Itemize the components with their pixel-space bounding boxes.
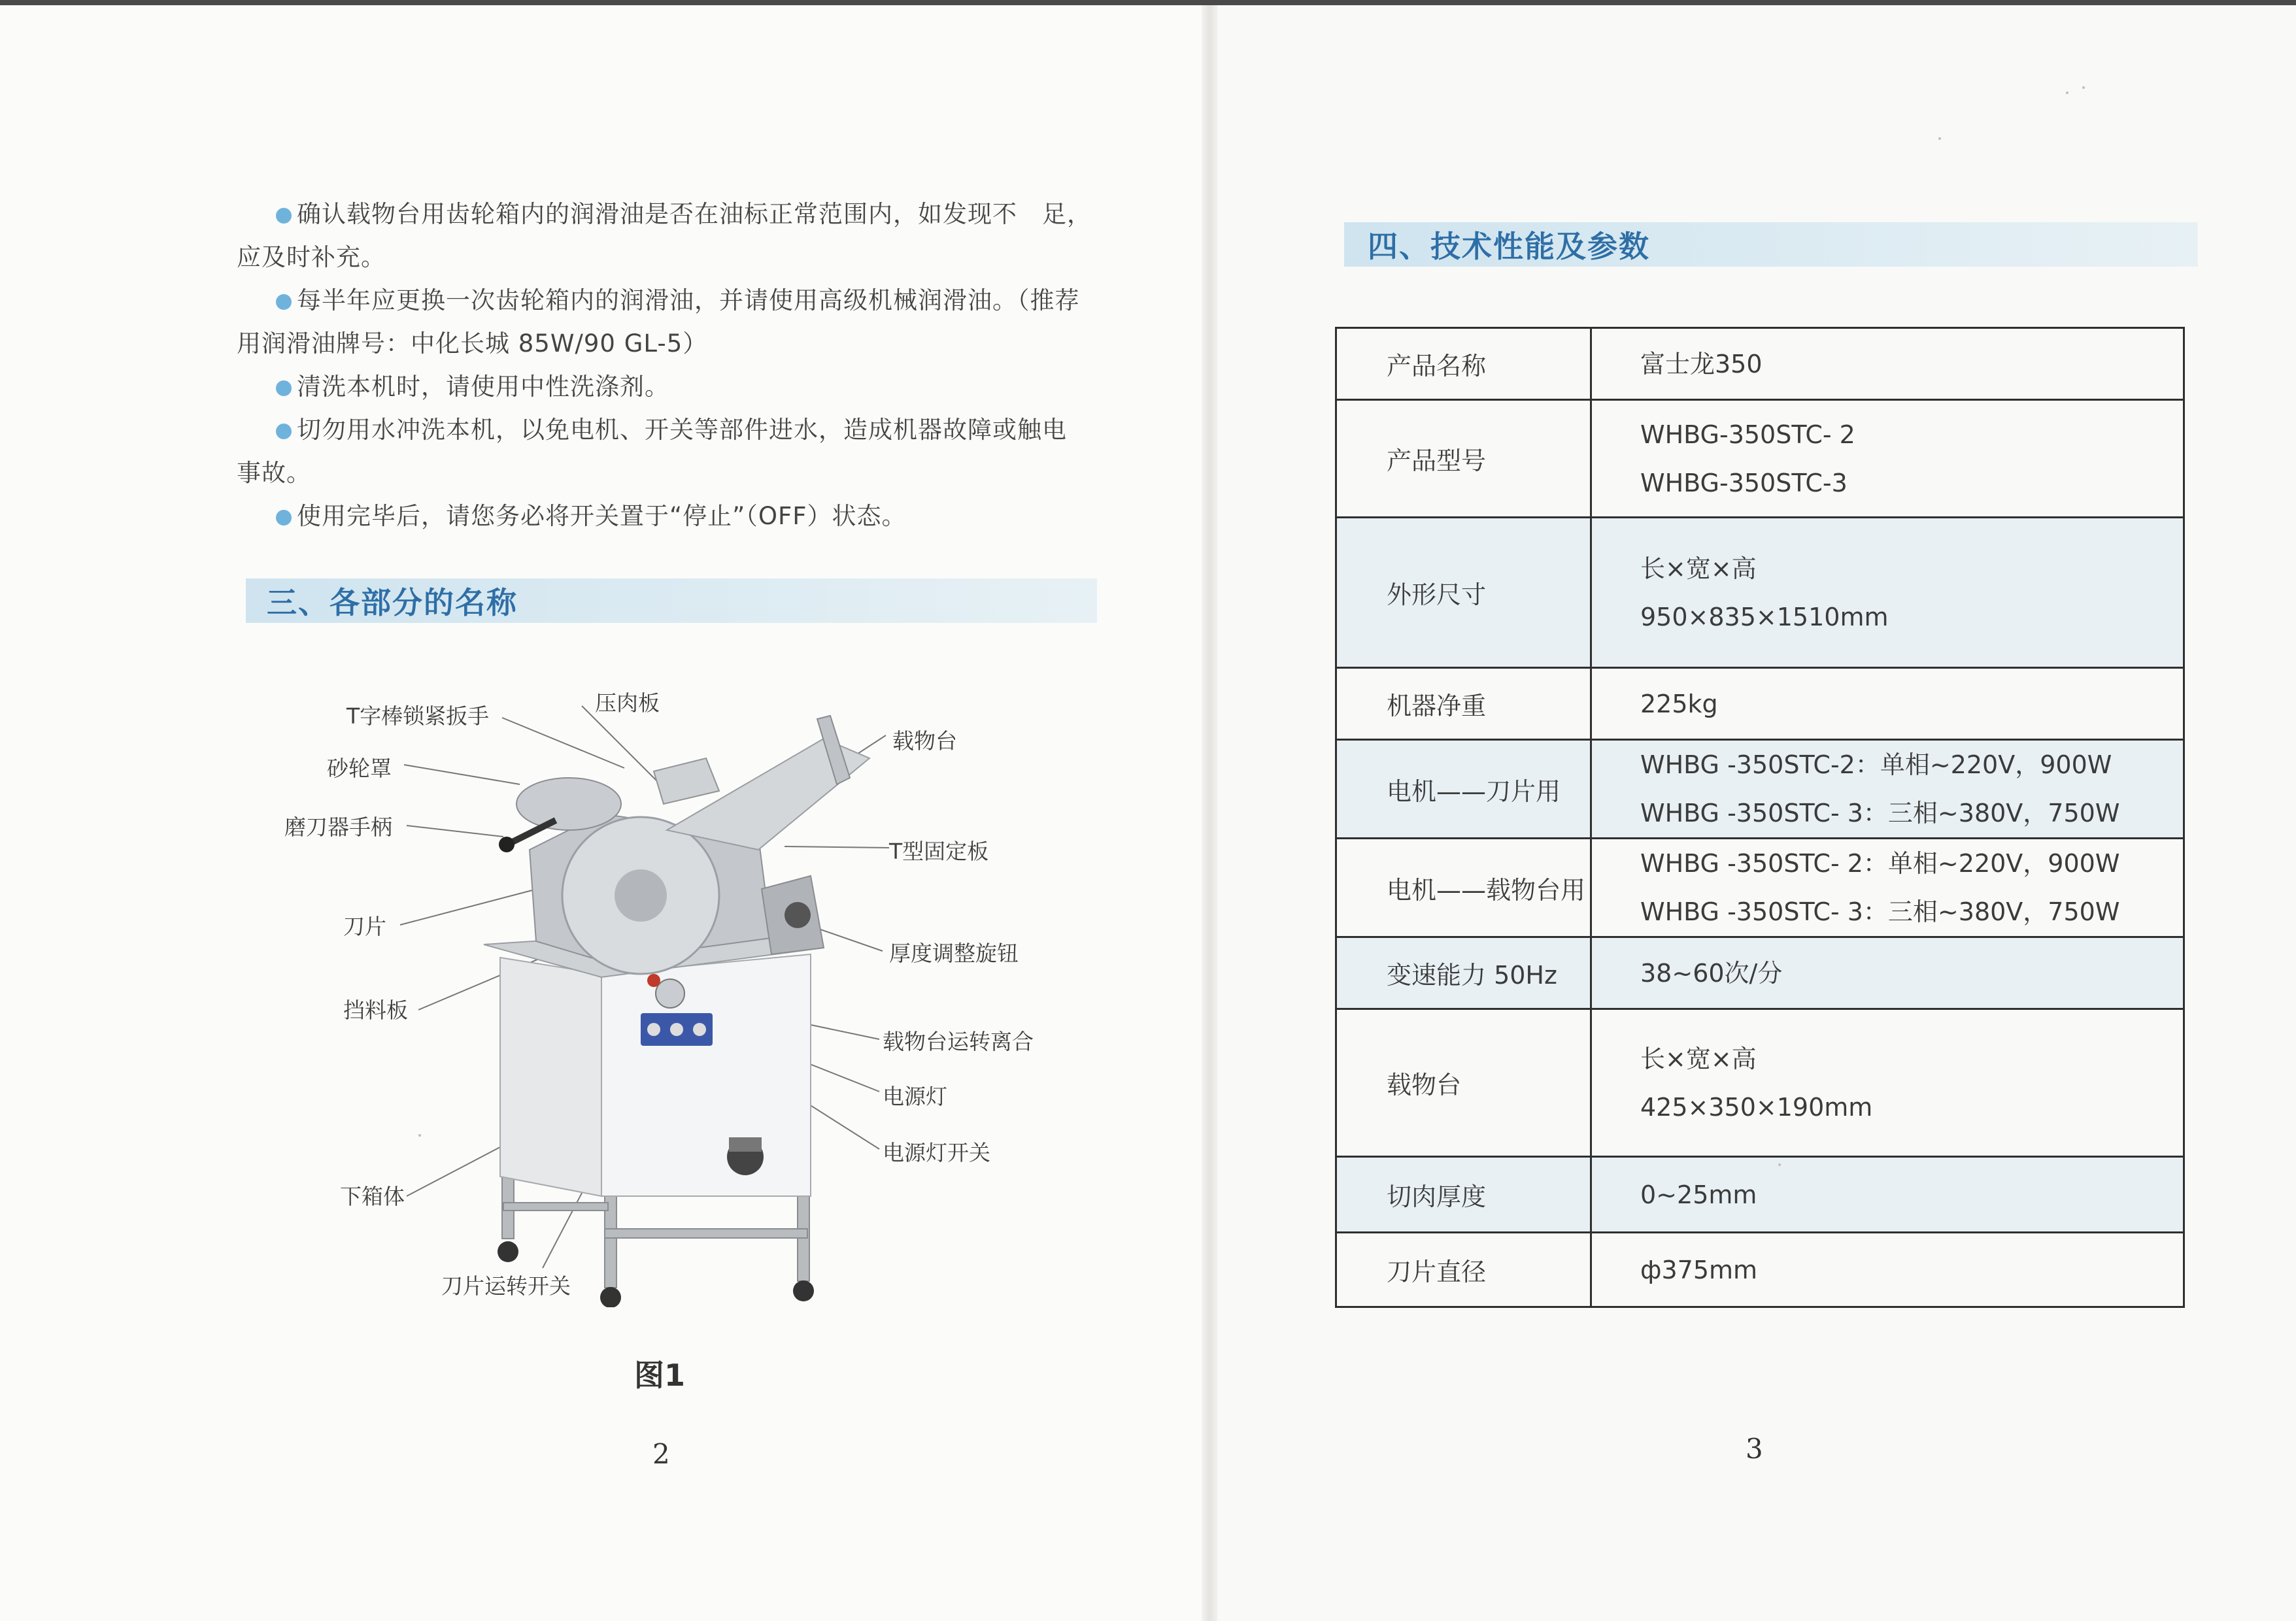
page-number-left: 2: [652, 1438, 670, 1470]
scan-speck: [1938, 137, 1941, 140]
label-t-handle: T字棒锁紧扳手: [346, 703, 490, 729]
label-power-switch: 电源灯开关: [883, 1140, 990, 1165]
spec-value: 225kg: [1591, 668, 2184, 740]
spec-table: [1335, 327, 2185, 1308]
bullet-1: 确认载物台用齿轮箱内的润滑油是否在油标正常范围内，如发现不 足，: [237, 193, 1093, 236]
bullet-2: 每半年应更换一次齿轮箱内的润滑油，并请使用高级机械润滑油。（推荐: [237, 279, 1093, 322]
bullet-2-cont: 用润滑油牌号：中化长城 85W/90 GL-5）: [237, 329, 708, 358]
spec-value: WHBG-350STC- 2 WHBG-350STC-3: [1591, 400, 2184, 518]
label-blade: 刀片: [343, 914, 386, 939]
spec-key: 产品名称: [1336, 328, 1591, 400]
label-carriage: 载物台: [892, 728, 957, 754]
table-row: [1336, 668, 2184, 740]
table-row: [1336, 1009, 2184, 1157]
scan-top-edge: [0, 0, 2296, 5]
table-row: [1336, 839, 2184, 937]
label-carriage-clutch: 载物台运转离合: [883, 1029, 1034, 1054]
spec-key: 变速能力 50Hz: [1336, 937, 1591, 1009]
spec-key: 电机——刀片用: [1336, 740, 1591, 839]
bullet-4: 切勿用水冲洗本机，以免电机、开关等部件进水，造成机器故障或触电: [237, 409, 1093, 452]
label-guard-plate: 挡料板: [343, 997, 408, 1023]
spec-key: 刀片直径: [1336, 1233, 1591, 1307]
section-4-title: 四、技术性能及参数: [1368, 229, 1650, 264]
machine-figure: [262, 680, 1072, 1307]
label-blade-switch: 刀片运转开关: [441, 1273, 571, 1299]
spec-key: 切肉厚度: [1336, 1157, 1591, 1233]
bullet-dot-icon: [276, 424, 292, 439]
table-row: [1336, 400, 2184, 518]
label-t-plate: T型固定板: [889, 839, 989, 864]
maintenance-bullets: [237, 193, 1093, 538]
spec-value: WHBG -350STC-2：单相~220V，900W WHBG -350STC- 3：三相~380V，750W: [1591, 740, 2184, 839]
spec-value: 长×宽×高 425×350×190mm: [1591, 1009, 2184, 1157]
bullet-4-cont: 事故。: [237, 459, 311, 487]
label-thickness-knob: 厚度调整旋钮: [889, 941, 1019, 966]
table-row: [1336, 518, 2184, 668]
scan-speck: [1778, 1163, 1781, 1166]
table-row: [1336, 937, 2184, 1009]
spec-value: 0~25mm: [1591, 1157, 2184, 1233]
spec-value: 富士龙350: [1591, 328, 2184, 400]
spec-key: 机器净重: [1336, 668, 1591, 740]
bullet-dot-icon: [276, 294, 292, 310]
scan-speck: [2066, 92, 2068, 94]
section-3-title: 三、各部分的名称: [267, 585, 518, 620]
spec-value: WHBG -350STC- 2：单相~220V，900W WHBG -350STC- 3：三相~380V，750W: [1591, 839, 2184, 937]
label-lower-box: 下箱体: [340, 1184, 405, 1209]
bullet-dot-icon: [276, 380, 292, 396]
table-row: [1336, 1157, 2184, 1233]
label-press-plate: 压肉板: [595, 690, 660, 716]
spec-key: 载物台: [1336, 1009, 1591, 1157]
book-gutter: [1202, 5, 1217, 1621]
label-sharpener-handle: 磨刀器手柄: [284, 814, 392, 840]
bullet-1-cont: 应及时补充。: [237, 243, 386, 271]
bullet-dot-icon: [276, 510, 292, 526]
table-row: [1336, 1233, 2184, 1307]
label-wheel-cover: 砂轮罩: [327, 756, 392, 781]
table-row: [1336, 328, 2184, 400]
page-number-right: 3: [1746, 1433, 1763, 1465]
spec-value: 长×宽×高 950×835×1510mm: [1591, 518, 2184, 668]
table-row: [1336, 740, 2184, 839]
section-4-header: [1344, 222, 2198, 267]
spec-key: 外形尺寸: [1336, 518, 1591, 668]
scan-speck: [418, 1134, 421, 1137]
spec-key: 产品型号: [1336, 400, 1591, 518]
spec-value: ф375mm: [1591, 1233, 2184, 1307]
bullet-dot-icon: [276, 208, 292, 224]
section-3-header: [246, 578, 1097, 623]
bullet-3: 清洗本机时，请使用中性洗涤剂。: [237, 365, 1093, 409]
bullet-5: 使用完毕后，请您务必将开关置于“停止”（OFF）状态。: [237, 495, 1093, 538]
spec-value: 38~60次/分: [1591, 937, 2184, 1009]
spec-key: 电机——载物台用: [1336, 839, 1591, 937]
scan-speck: [2082, 86, 2085, 89]
label-power-lamp: 电源灯: [883, 1084, 947, 1109]
figure-caption: 图1: [634, 1358, 686, 1393]
